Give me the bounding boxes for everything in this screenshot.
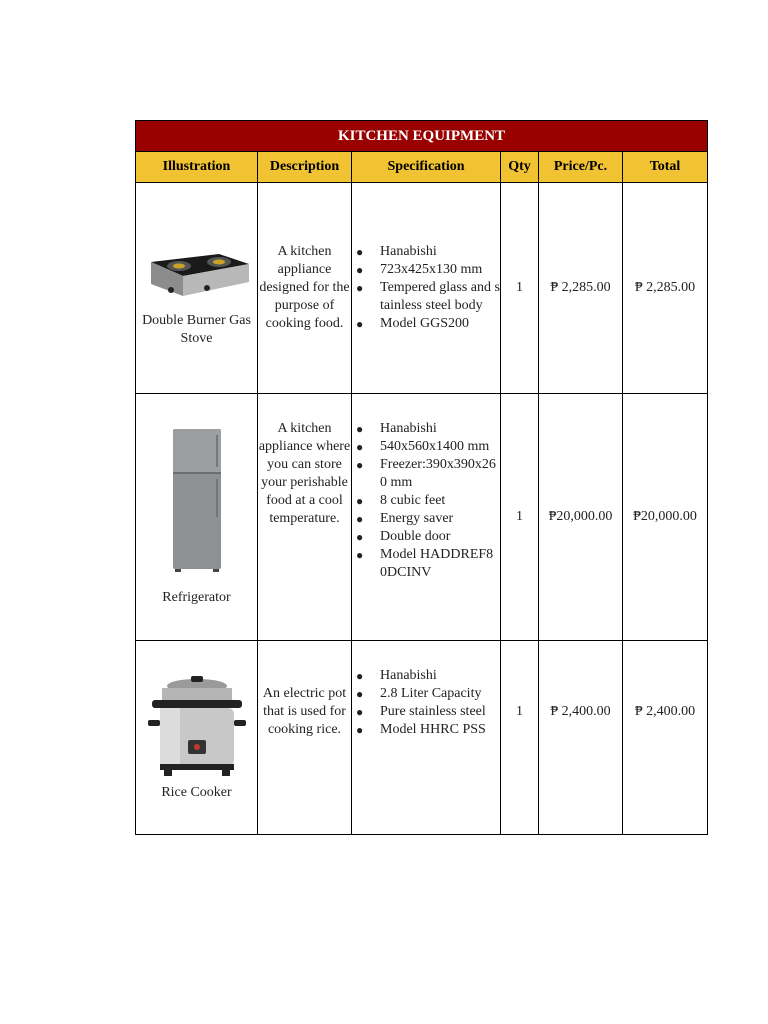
qty-cell: 1 [501, 641, 539, 835]
qty-cell: 1 [501, 183, 539, 394]
spec-item: ● 2.8 Liter Capacity [380, 685, 500, 703]
illustration-cell [136, 641, 258, 835]
total-cell: ₱ 2,400.00 [623, 641, 708, 835]
spec-item: ● 723x425x130 mm [380, 261, 500, 279]
table-row [136, 394, 708, 641]
header-illustration: Illustration [136, 152, 258, 183]
item-name: Double Burner Gas Stove [142, 313, 251, 346]
spec-item: ● 8 cubic feet [380, 492, 500, 510]
spec-item: ● Freezer:390x390x260 mm [380, 456, 500, 492]
spec-item: ● Model HHRC PSS [380, 721, 500, 739]
spec-list [352, 420, 500, 582]
description-cell: An electric pot that is used for cooking rice. [258, 641, 352, 835]
qty-cell: 1 [501, 394, 539, 641]
header-price: Price/Pc. [539, 152, 623, 183]
spec-item: ● Hanabishi [380, 420, 500, 438]
spec-item: ● 540x560x1400 mm [380, 438, 500, 456]
specification-cell [352, 641, 501, 835]
description-cell: A kitchen appliance where you can store your perishable food at a cool temperature. [258, 394, 352, 641]
table-title: KITCHEN EQUIPMENT [136, 121, 708, 152]
spec-item: ● Hanabishi [380, 243, 500, 261]
illustration-cell [136, 394, 258, 641]
description-cell: A kitchen appliance designed for the purpose of cooking food. [258, 183, 352, 394]
spec-item: ● Double door [380, 528, 500, 546]
price-cell: ₱ 2,285.00 [539, 183, 623, 394]
illustration-cell [136, 183, 258, 394]
price-cell: ₱ 2,400.00 [539, 641, 623, 835]
header-specification: Specification [352, 152, 501, 183]
spec-item: ● Model GGS200 [380, 315, 500, 333]
rice-cooker-icon [142, 674, 252, 780]
header-description: Description [258, 152, 352, 183]
item-name: Refrigerator [162, 590, 231, 605]
specification-cell [352, 394, 501, 641]
header-total: Total [623, 152, 708, 183]
total-cell: ₱20,000.00 [623, 394, 708, 641]
kitchen-equipment-table [135, 120, 708, 835]
table-row [136, 183, 708, 394]
refrigerator-icon [167, 427, 227, 573]
total-cell: ₱ 2,285.00 [623, 183, 708, 394]
item-name: Rice Cooker [161, 784, 232, 800]
table-row [136, 641, 708, 835]
spec-list [352, 243, 500, 333]
spec-list [352, 667, 500, 739]
spec-item: ● Model HADDREF80DCINV [380, 546, 500, 582]
spec-item: ● Energy saver [380, 510, 500, 528]
gas-stove-icon [141, 228, 253, 308]
spec-item: ● Hanabishi [380, 667, 500, 685]
specification-cell [352, 183, 501, 394]
spec-item: ● Pure stainless steel [380, 703, 500, 721]
spec-item: ● Tempered glass and stainless steel body [380, 279, 500, 315]
header-qty: Qty [501, 152, 539, 183]
price-cell: ₱20,000.00 [539, 394, 623, 641]
